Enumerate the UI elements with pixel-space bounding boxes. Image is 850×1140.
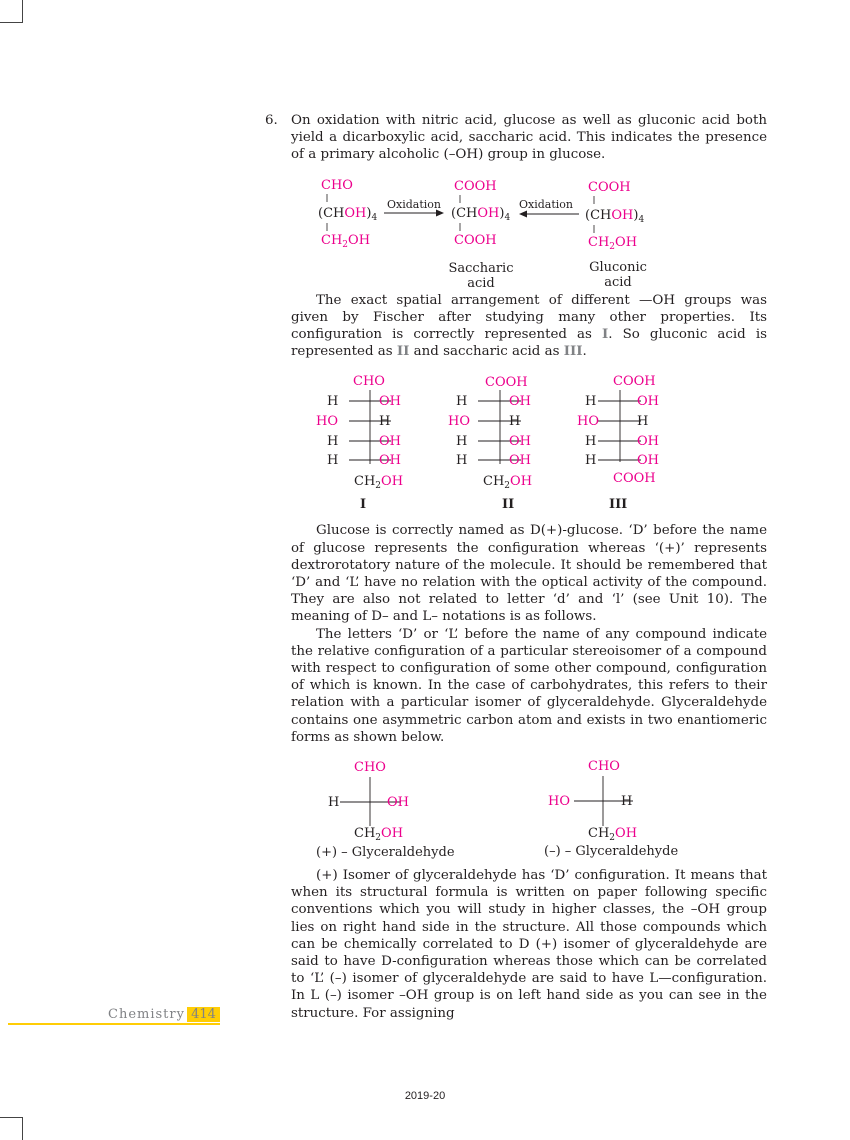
- svg-text:OH: OH: [509, 453, 531, 469]
- glyceraldehyde-plus: [316, 760, 455, 860]
- fischer-II-top: COOH: [485, 375, 528, 391]
- glyceraldehyde-minus: [544, 759, 678, 859]
- roman-III: III: [563, 343, 583, 360]
- fischer-III-label: III: [609, 497, 628, 513]
- crop-mark-bottom-left: [0, 1117, 23, 1140]
- gluconic-name-line1: Gluconic: [589, 259, 647, 275]
- fischer-structure-I: [316, 374, 403, 512]
- minus-left: HO: [548, 794, 570, 810]
- year-stamp: 2019-20: [404, 1090, 446, 1102]
- glucose-bottom: $CH_2OH$: [321, 232, 371, 250]
- list-item-6: [265, 112, 767, 164]
- footer-rule: [8, 1023, 220, 1025]
- roman-II: II: [396, 343, 410, 360]
- fischer-projections-svg: [291, 360, 767, 522]
- gluconic-middle: $(CHOH)_4$: [585, 207, 645, 225]
- plus-caption: (+) – Glyceraldehyde: [316, 845, 455, 861]
- fischer-paragraph: The exact spatial arrangement of different —OH groups was given by Fischer after studying many other properties. Its configuration is correctly represented as I. So gluconic acid is represented as II and saccharic acid as III.: [291, 292, 767, 360]
- svg-text:H: H: [585, 394, 597, 410]
- naming-paragraph: Glucose is correctly named as D(+)-glucose. ‘D’ before the name of glucose represents the configuration whereas ‘(+)’ represents dextrorotatory nature of the molecule. It should be remembered that ‘D’ and ‘L’ have no relation with the optical activity of the compound. They are also not related to letter ‘d’ and ‘l’ (see Unit 10). The meaning of D– and L– notations is as follows.: [291, 523, 767, 625]
- saccharic-middle: $(CHOH)_4$: [451, 205, 511, 223]
- svg-text:H: H: [327, 453, 339, 469]
- saccharic-top: COOH: [454, 178, 497, 194]
- crop-mark-top-left: [0, 0, 23, 23]
- svg-text:H: H: [379, 414, 391, 430]
- minus-caption: (–) – Glyceraldehyde: [544, 844, 679, 860]
- saccharic-name-line1: Saccharic: [448, 260, 514, 276]
- svg-text:H: H: [456, 394, 468, 410]
- glyceraldehyde-figure: [291, 746, 767, 867]
- svg-text:H: H: [456, 434, 468, 450]
- svg-text:OH: OH: [379, 453, 401, 469]
- svg-text:OH: OH: [637, 394, 659, 410]
- footer-subject: Chemistry: [108, 1007, 185, 1022]
- fischer-I-bottom: $CH_2OH$: [354, 474, 404, 492]
- svg-text:HO: HO: [316, 414, 338, 430]
- minus-top: CHO: [588, 759, 620, 775]
- oxidation-label-2: Oxidation: [519, 197, 573, 211]
- fischer-structure-II: [448, 375, 532, 512]
- oxidation-label-1: Oxidation: [387, 197, 441, 211]
- gluconic-top: COOH: [588, 179, 631, 195]
- glucose-top: CHO: [321, 177, 353, 193]
- saccharic-bottom: COOH: [454, 232, 497, 248]
- oxidation-scheme: [291, 164, 767, 292]
- roman-I: I: [601, 326, 609, 343]
- svg-text:H: H: [585, 453, 597, 469]
- fischer-II-label: II: [502, 497, 515, 513]
- fischer-I-label: I: [360, 497, 367, 513]
- svg-text:OH: OH: [509, 394, 531, 410]
- plus-top: CHO: [354, 760, 386, 776]
- plus-right: OH: [387, 795, 409, 811]
- svg-text:OH: OH: [379, 434, 401, 450]
- fischer-structure-III: [577, 374, 659, 512]
- fischer-III-bottom: COOH: [613, 471, 656, 487]
- isomer-paragraph: (+) Isomer of glyceraldehyde has ‘D’ configuration. It means that when its structural formula is written on paper following specific conventions which you will study in higher classes, the –OH group lies on right hand side in the structure. All those compounds which can be chemically correlated to D (+) isomer of glyceraldehyde are said to have D-configuration whereas those which can be correlated to ‘L’ (–) isomer of glyceraldehyde are said to have L—configuration. In L (–) isomer –OH group is on left hand side as you can see in the structure. For assigning: [291, 868, 767, 1021]
- item-text: On oxidation with nitric acid, glucose as well as gluconic acid both yield a dicarboxylic acid, saccharic acid. This indicates the presence of a primary alcoholic (–OH) group in glucose.: [291, 113, 767, 163]
- glyceraldehyde-svg: [291, 746, 767, 867]
- plus-bottom: $CH_2OH$: [354, 826, 404, 844]
- item-number: 6.: [265, 113, 278, 128]
- svg-text:H: H: [327, 394, 339, 410]
- svg-text:OH: OH: [509, 434, 531, 450]
- svg-text:HO: HO: [448, 414, 470, 430]
- page-number: 414: [187, 1007, 220, 1022]
- svg-text:OH: OH: [637, 434, 659, 450]
- svg-text:H: H: [585, 434, 597, 450]
- letters-paragraph: The letters ‘D’ or ‘L’ before the name of any compound indicate the relative configuration of a particular stereoisomer of a compound with respect to configuration of some other compound, configuration of which is known. In the case of carbohydrates, this refers to their relation with a particular isomer of glyceraldehyde. Glyceraldehyde contains one asymmetric carbon atom and exists in two enantiomeric forms as shown below.: [291, 626, 767, 745]
- svg-text:H: H: [327, 434, 339, 450]
- svg-text:H: H: [509, 414, 521, 430]
- svg-text:H: H: [637, 414, 649, 430]
- fischer-II-bottom: $CH_2OH$: [483, 474, 533, 492]
- oxidation-scheme-svg: [291, 164, 767, 292]
- glucose-middle: $(CHOH)_4$: [318, 205, 378, 223]
- minus-right: H: [621, 794, 633, 810]
- plus-left: H: [328, 795, 340, 811]
- minus-bottom: $CH_2OH$: [588, 826, 638, 844]
- fischer-III-top: COOH: [613, 374, 656, 390]
- svg-text:H: H: [456, 453, 468, 469]
- svg-text:HO: HO: [577, 414, 599, 430]
- svg-text:OH: OH: [379, 394, 401, 410]
- fischer-projections: [291, 360, 767, 522]
- fischer-I-top: CHO: [353, 374, 385, 390]
- page-content: [265, 112, 767, 1022]
- gluconic-bottom: $CH_2OH$: [588, 234, 638, 252]
- saccharic-name-line2: acid: [467, 275, 495, 291]
- svg-text:OH: OH: [637, 453, 659, 469]
- gluconic-name-line2: acid: [604, 274, 632, 290]
